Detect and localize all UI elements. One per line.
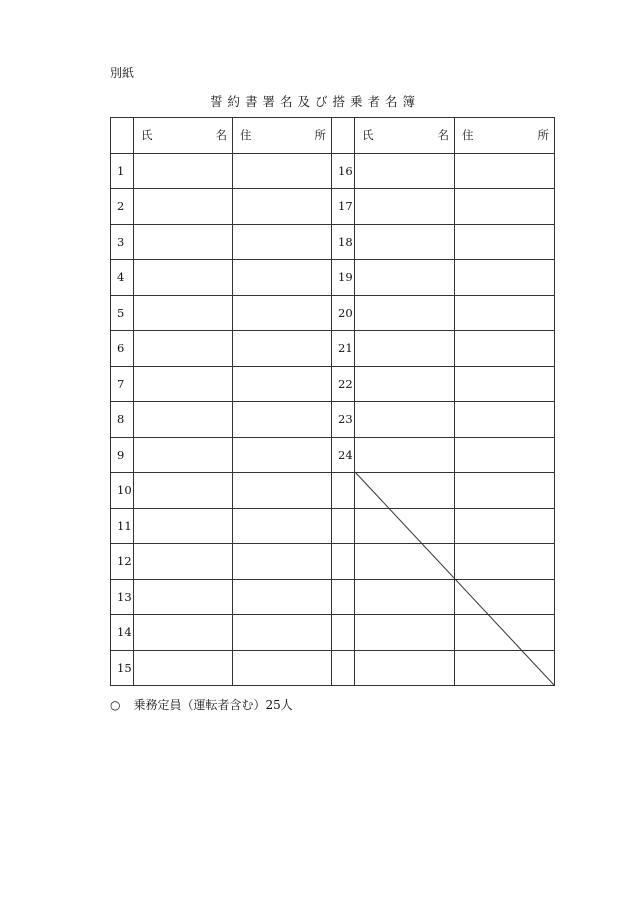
address-cell[interactable] (233, 331, 332, 367)
name-cell[interactable] (134, 402, 233, 438)
table-row (111, 473, 555, 509)
row-number: 17 (332, 189, 355, 225)
table-row (111, 650, 555, 686)
name-cell[interactable] (355, 189, 455, 225)
name-cell[interactable] (355, 650, 455, 686)
row-number: 14 (111, 615, 134, 651)
row-number: 1 (111, 153, 134, 189)
header-address-right: 所 (537, 128, 549, 143)
row-number: 2 (111, 189, 134, 225)
name-cell[interactable] (355, 366, 455, 402)
address-cell[interactable] (455, 224, 555, 260)
attachment-label: 別紙 (110, 66, 135, 80)
header-address-right: 所 (314, 128, 326, 143)
roster-table (110, 117, 555, 686)
header-address-cell (455, 118, 555, 154)
row-number: 16 (332, 153, 355, 189)
table-row (111, 579, 555, 615)
capacity-note (110, 696, 293, 713)
address-cell[interactable] (233, 473, 332, 509)
address-cell[interactable] (233, 260, 332, 296)
row-number: 21 (332, 331, 355, 367)
name-cell[interactable] (134, 437, 233, 473)
name-cell[interactable] (134, 331, 233, 367)
header-address-left: 住 (462, 128, 474, 143)
header-row (111, 118, 555, 154)
address-cell[interactable] (233, 508, 332, 544)
name-cell[interactable] (355, 579, 455, 615)
row-number (332, 508, 355, 544)
header-name-right: 名 (215, 128, 227, 143)
address-cell[interactable] (455, 615, 555, 651)
header-name-cell (355, 118, 455, 154)
row-number: 15 (111, 650, 134, 686)
row-number: 22 (332, 366, 355, 402)
header-number-cell (111, 118, 134, 154)
row-number (332, 579, 355, 615)
roster-table-container (110, 117, 554, 685)
row-number: 24 (332, 437, 355, 473)
row-number: 3 (111, 224, 134, 260)
row-number: 18 (332, 224, 355, 260)
name-cell[interactable] (134, 650, 233, 686)
name-cell[interactable] (134, 295, 233, 331)
name-cell[interactable] (355, 615, 455, 651)
row-number: 5 (111, 295, 134, 331)
address-cell[interactable] (233, 615, 332, 651)
address-cell[interactable] (455, 366, 555, 402)
row-number: 19 (332, 260, 355, 296)
document-title: 誓約書署名及び搭乗者名簿 (209, 94, 420, 109)
address-cell[interactable] (233, 402, 332, 438)
address-cell[interactable] (233, 224, 332, 260)
address-cell[interactable] (455, 437, 555, 473)
name-cell[interactable] (355, 402, 455, 438)
address-cell[interactable] (455, 260, 555, 296)
address-cell[interactable] (233, 650, 332, 686)
name-cell[interactable] (134, 153, 233, 189)
address-cell[interactable] (233, 437, 332, 473)
header-address-cell (233, 118, 332, 154)
address-cell[interactable] (455, 508, 555, 544)
address-cell[interactable] (455, 331, 555, 367)
name-cell[interactable] (134, 260, 233, 296)
header-number-cell (332, 118, 355, 154)
name-cell[interactable] (134, 224, 233, 260)
row-number (332, 650, 355, 686)
row-number: 9 (111, 437, 134, 473)
row-number (332, 544, 355, 580)
table-row (111, 615, 555, 651)
table-row (111, 189, 555, 225)
address-cell[interactable] (455, 295, 555, 331)
name-cell[interactable] (355, 508, 455, 544)
table-row (111, 224, 555, 260)
name-cell[interactable] (355, 224, 455, 260)
row-number: 4 (111, 260, 134, 296)
table-row (111, 544, 555, 580)
name-cell[interactable] (134, 508, 233, 544)
row-number: 23 (332, 402, 355, 438)
name-cell[interactable] (134, 615, 233, 651)
header-name-left: 氏 (362, 128, 374, 143)
name-cell[interactable] (134, 473, 233, 509)
address-cell[interactable] (233, 544, 332, 580)
table-row (111, 437, 555, 473)
table-row (111, 295, 555, 331)
address-cell[interactable] (233, 189, 332, 225)
address-cell[interactable] (233, 579, 332, 615)
table-row (111, 508, 555, 544)
name-cell[interactable] (355, 473, 455, 509)
row-number: 10 (111, 473, 134, 509)
address-cell[interactable] (455, 153, 555, 189)
name-cell[interactable] (134, 544, 233, 580)
address-cell[interactable] (455, 473, 555, 509)
name-cell[interactable] (134, 579, 233, 615)
name-cell[interactable] (134, 189, 233, 225)
address-cell[interactable] (233, 366, 332, 402)
address-cell[interactable] (455, 402, 555, 438)
name-cell[interactable] (355, 260, 455, 296)
name-cell[interactable] (355, 437, 455, 473)
table-row (111, 331, 555, 367)
note-marker: ○ (110, 698, 121, 712)
table-row (111, 366, 555, 402)
table-row (111, 153, 555, 189)
row-number: 13 (111, 579, 134, 615)
row-number (332, 615, 355, 651)
address-cell[interactable] (233, 153, 332, 189)
row-number: 6 (111, 331, 134, 367)
name-cell[interactable] (355, 295, 455, 331)
table-row (111, 402, 555, 438)
address-cell[interactable] (455, 189, 555, 225)
row-number: 11 (111, 508, 134, 544)
name-cell[interactable] (355, 331, 455, 367)
header-address-left: 住 (240, 128, 252, 143)
address-cell[interactable] (233, 295, 332, 331)
row-number: 7 (111, 366, 134, 402)
row-number (332, 473, 355, 509)
header-name-left: 氏 (141, 128, 153, 143)
row-number: 12 (111, 544, 134, 580)
note-text: 乗務定員（運転者含む）25人 (133, 698, 293, 712)
header-name-cell (134, 118, 233, 154)
name-cell[interactable] (355, 544, 455, 580)
header-name-right: 名 (437, 128, 449, 143)
row-number: 8 (111, 402, 134, 438)
address-cell[interactable] (455, 579, 555, 615)
table-row (111, 260, 555, 296)
address-cell[interactable] (455, 650, 555, 686)
name-cell[interactable] (355, 153, 455, 189)
address-cell[interactable] (455, 544, 555, 580)
name-cell[interactable] (134, 366, 233, 402)
row-number: 20 (332, 295, 355, 331)
